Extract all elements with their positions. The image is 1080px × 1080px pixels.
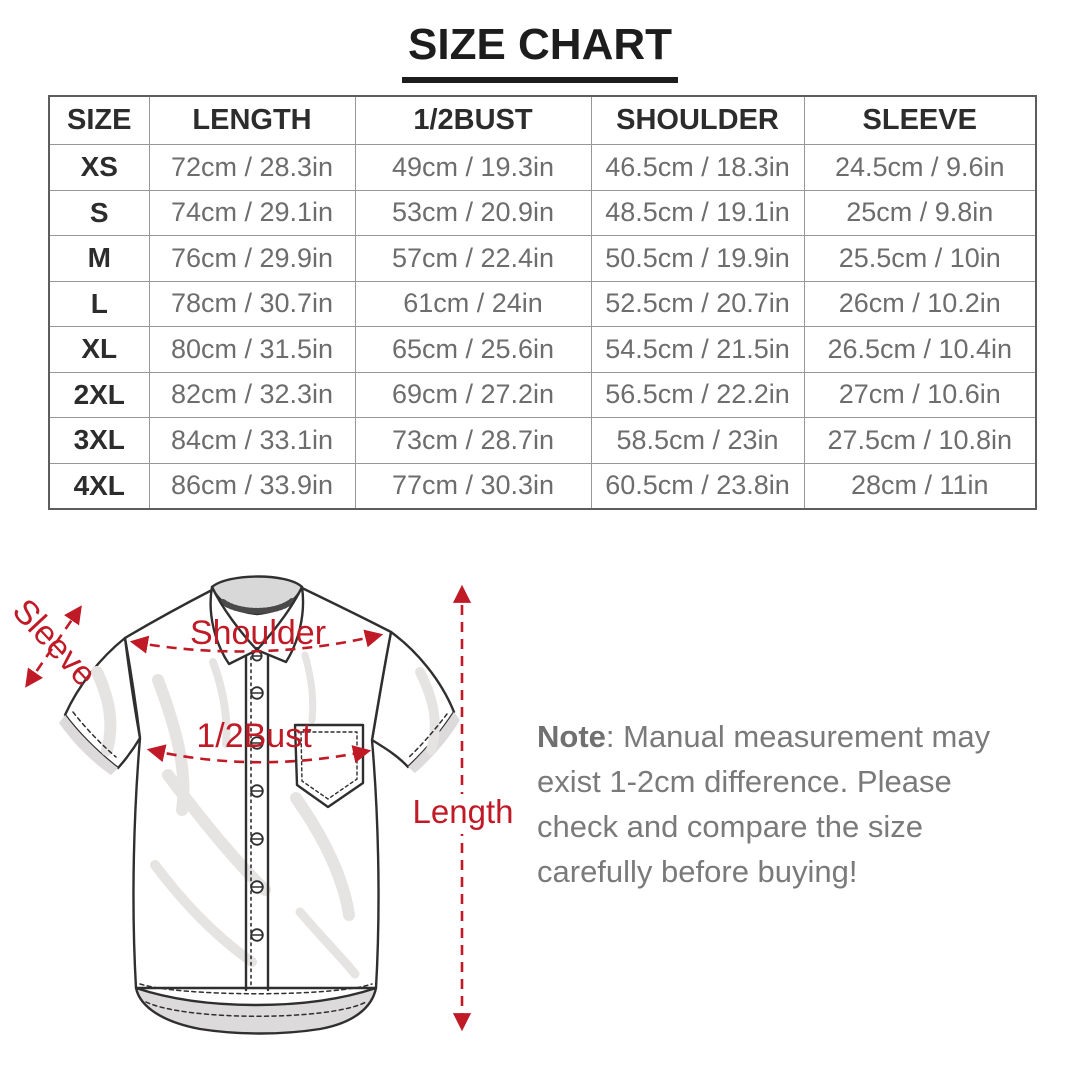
shoulder-label: Shoulder xyxy=(189,614,327,652)
sleeve-cell: 24.5cm / 9.6in xyxy=(804,145,1036,191)
bust-cell: 73cm / 28.7in xyxy=(355,418,591,464)
length-cell: 72cm / 28.3in xyxy=(149,145,355,191)
shoulder-cell: 46.5cm / 18.3in xyxy=(591,145,804,191)
table-row-4xl xyxy=(49,463,1036,509)
note-label: Note xyxy=(537,719,606,754)
col-header-sleeve: SLEEVE xyxy=(804,96,1036,145)
sleeve-cell: 25cm / 9.8in xyxy=(804,190,1036,236)
length-cell: 80cm / 31.5in xyxy=(149,327,355,373)
size-cell: XL xyxy=(49,327,149,373)
size-cell: L xyxy=(49,281,149,327)
header-row xyxy=(49,96,1036,145)
shoulder-cell: 60.5cm / 23.8in xyxy=(591,463,804,509)
length-cell: 76cm / 29.9in xyxy=(149,236,355,282)
length-cell: 84cm / 33.1in xyxy=(149,418,355,464)
sleeve-cell: 26.5cm / 10.4in xyxy=(804,327,1036,373)
shirt-hem xyxy=(136,988,376,1034)
shoulder-cell: 50.5cm / 19.9in xyxy=(591,236,804,282)
table-row-2xl xyxy=(49,372,1036,418)
bust-cell: 77cm / 30.3in xyxy=(355,463,591,509)
page-title: SIZE CHART xyxy=(402,20,678,83)
sleeve-cell: 27cm / 10.6in xyxy=(804,372,1036,418)
size-cell: 3XL xyxy=(49,418,149,464)
shoulder-cell: 58.5cm / 23in xyxy=(591,418,804,464)
title-bar xyxy=(0,20,1080,83)
col-header-size: SIZE xyxy=(49,96,149,145)
bust-cell: 49cm / 19.3in xyxy=(355,145,591,191)
shirt-measurement-diagram xyxy=(0,560,520,1040)
sleeve-cell: 27.5cm / 10.8in xyxy=(804,418,1036,464)
sleeve-cell: 26cm / 10.2in xyxy=(804,281,1036,327)
table-row-3xl xyxy=(49,418,1036,464)
size-cell: M xyxy=(49,236,149,282)
shoulder-cell: 56.5cm / 22.2in xyxy=(591,372,804,418)
sleeve-cell: 28cm / 11in xyxy=(804,463,1036,509)
table-row-s xyxy=(49,190,1036,236)
col-header-bust: 1/2BUST xyxy=(355,96,591,145)
col-header-shoulder: SHOULDER xyxy=(591,96,804,145)
bust-cell: 61cm / 24in xyxy=(355,281,591,327)
length-cell: 74cm / 29.1in xyxy=(149,190,355,236)
size-cell: XS xyxy=(49,145,149,191)
length-cell: 86cm / 33.9in xyxy=(149,463,355,509)
bust-label: 1/2Bust xyxy=(196,717,312,755)
size-cell: 2XL xyxy=(49,372,149,418)
sleeve-cell: 25.5cm / 10in xyxy=(804,236,1036,282)
bust-cell: 57cm / 22.4in xyxy=(355,236,591,282)
shoulder-cell: 52.5cm / 20.7in xyxy=(591,281,804,327)
table-row-l xyxy=(49,281,1036,327)
shoulder-cell: 48.5cm / 19.1in xyxy=(591,190,804,236)
col-header-length: LENGTH xyxy=(149,96,355,145)
sleeve-label: Sleeve xyxy=(4,591,104,694)
note-text xyxy=(537,714,1024,894)
length-cell: 82cm / 32.3in xyxy=(149,372,355,418)
size-cell: 4XL xyxy=(49,463,149,509)
shoulder-cell: 54.5cm / 21.5in xyxy=(591,327,804,373)
table-row-xs xyxy=(49,145,1036,191)
table-row-m xyxy=(49,236,1036,282)
size-chart-table xyxy=(48,95,1037,510)
table-row-xl xyxy=(49,327,1036,373)
size-cell: S xyxy=(49,190,149,236)
bust-cell: 69cm / 27.2in xyxy=(355,372,591,418)
bust-cell: 53cm / 20.9in xyxy=(355,190,591,236)
length-label: Length xyxy=(412,793,514,830)
length-cell: 78cm / 30.7in xyxy=(149,281,355,327)
bust-cell: 65cm / 25.6in xyxy=(355,327,591,373)
note-body: : Manual measurement may exist 1-2cm difference. Please check and compare the size carefully before buying! xyxy=(537,719,991,889)
